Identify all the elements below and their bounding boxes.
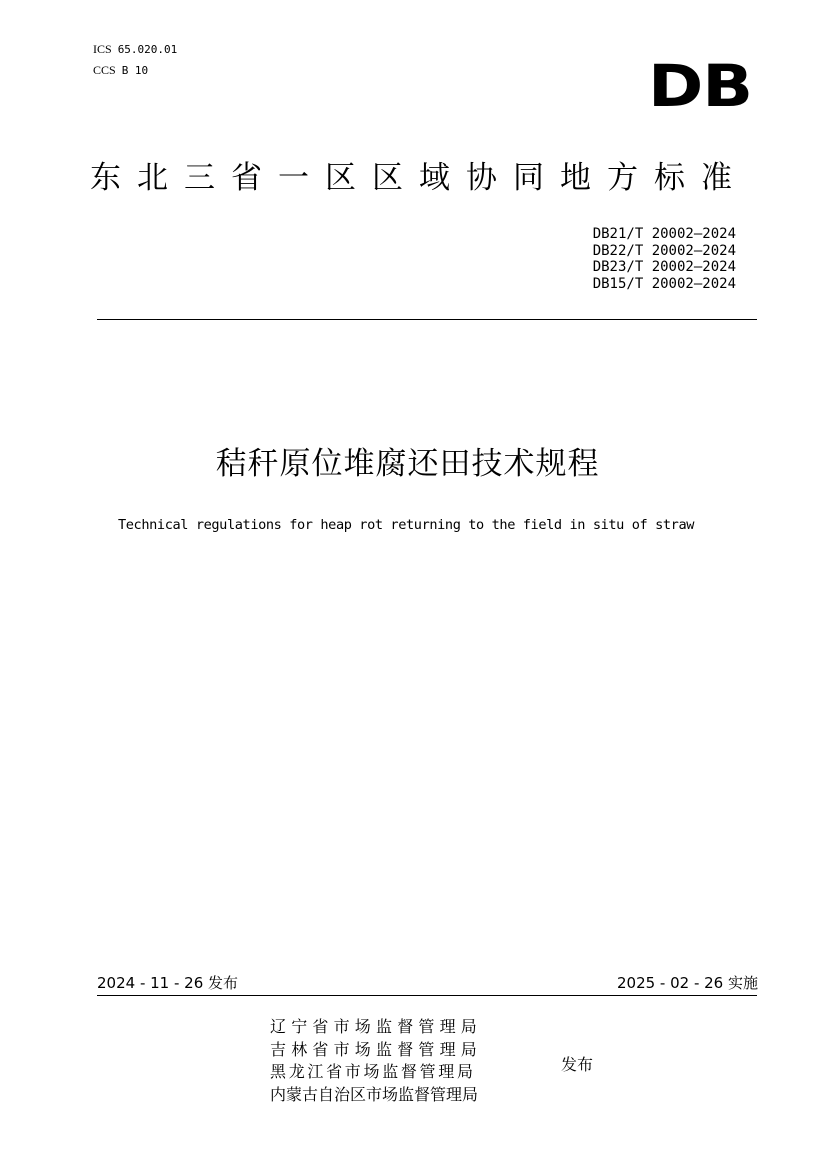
issuer-inner-mongolia: 内蒙古自治区市场监督管理局: [270, 1084, 479, 1104]
standard-number: DB15/T 20002—2024: [592, 275, 736, 292]
standard-numbers: [593, 226, 736, 292]
implement-date: 2025 - 02 - 26 实施: [616, 974, 758, 992]
issuer-liaoning: 辽宁省市场监督管理局: [270, 1017, 483, 1036]
issuers: [270, 1016, 482, 1106]
issue-label: 发布: [561, 1055, 594, 1074]
bottom-rule: [97, 995, 757, 996]
standard-category: 东北三省一区区域协同地方标准: [90, 160, 748, 196]
standard-number: DB21/T 20002—2024: [592, 226, 736, 242]
ics-value: 65.020.01: [117, 43, 178, 56]
ics-code: [93, 42, 177, 57]
db-logo: DB: [648, 52, 752, 120]
ccs-code: [93, 63, 148, 78]
top-rule: [97, 319, 757, 320]
ccs-label: CCS: [93, 63, 116, 77]
issuer-jilin: 吉林省市场监督管理局: [270, 1039, 483, 1059]
ccs-value: B 10: [121, 64, 149, 77]
standard-number: DB23/T 20002—2024: [592, 259, 736, 275]
issuer-heilongjiang: 黑龙江省市场监督管理局: [270, 1062, 476, 1081]
title-en: Technical regulations for heap rot returning to the field in situ of straw: [117, 517, 695, 533]
standard-number: DB22/T 20002—2024: [592, 242, 736, 259]
ics-label: ICS: [93, 42, 112, 56]
title-zh: 秸秆原位堆腐还田技术规程: [215, 446, 600, 482]
publish-date: 2024 - 11 - 26 发布: [97, 974, 239, 992]
